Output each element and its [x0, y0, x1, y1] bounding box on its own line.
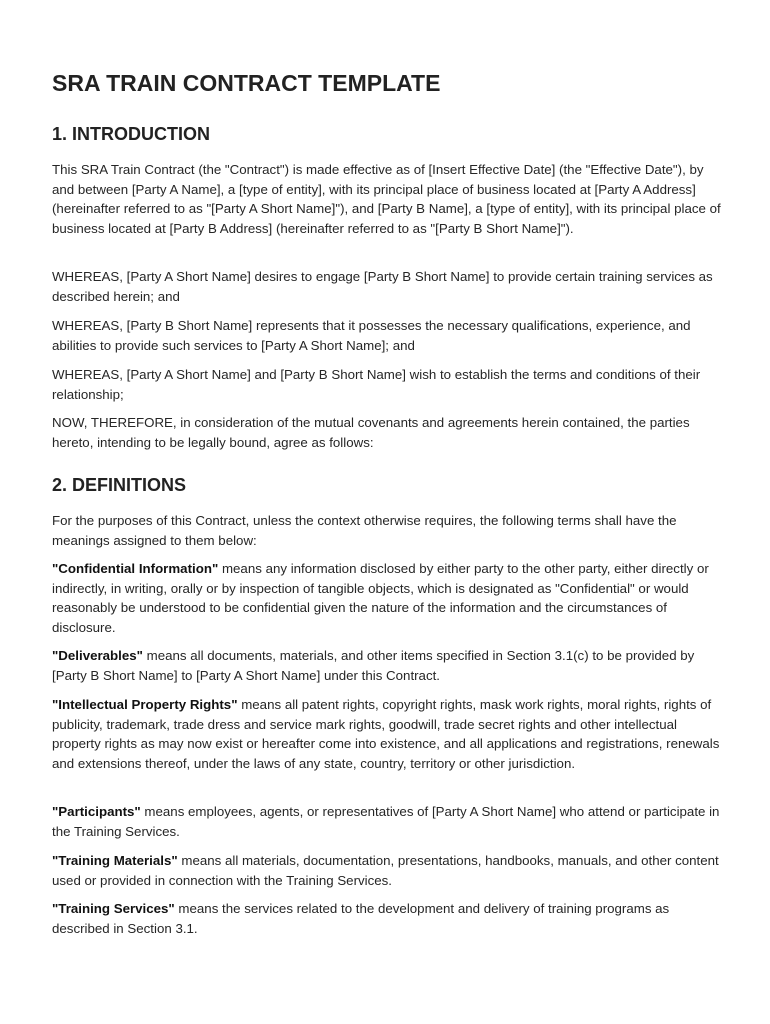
definition-intellectual-property-rights	[52, 695, 722, 773]
definition-term: "Intellectual Property Rights"	[52, 697, 238, 712]
definition-participants	[52, 802, 722, 841]
definition-term: "Training Materials"	[52, 853, 178, 868]
definition-text: means all patent rights, copyright rights, mask work rights, moral rights, rights of publicity, trademark, trade dress and service mark rights, goodwill, trade secret rights and other intellectual property rights as may now exist or hereafter come into existence, and all applications and registrations, renewals and extensions thereof, under the laws of any state, country, territory or other jurisdiction.	[52, 697, 720, 771]
section-heading-introduction: 1. INTRODUCTION	[52, 124, 211, 144]
definition-term: "Confidential Information"	[52, 561, 219, 576]
definition-term: "Participants"	[52, 804, 141, 819]
definition-training-materials	[52, 851, 722, 890]
definition-training-services	[52, 899, 722, 938]
definition-text: means all documents, materials, and other items specified in Section 3.1(c) to be provided by [Party B Short Name] to [Party A Short Name] under this Contract.	[52, 648, 695, 683]
intro-paragraph-whereas-3: WHEREAS, [Party A Short Name] and [Party B Short Name] wish to establish the terms and conditions of their relationship;	[52, 367, 701, 402]
section-heading-definitions: 2. DEFINITIONS	[52, 475, 187, 495]
document-title: SRA TRAIN CONTRACT TEMPLATE	[52, 70, 441, 96]
intro-paragraph-now-therefore: NOW, THEREFORE, in consideration of the mutual covenants and agreements herein contained, the parties hereto, intending to be legally bound, agree as follows:	[52, 415, 690, 450]
definition-text: means employees, agents, or representatives of [Party A Short Name] who attend or participate in the Training Services.	[52, 804, 720, 839]
intro-paragraph-whereas-2: WHEREAS, [Party B Short Name] represents that it possesses the necessary qualifications, experience, and abilities to provide such services to [Party A Short Name]; and	[52, 318, 691, 353]
definition-deliverables	[52, 646, 722, 685]
definition-term: "Deliverables"	[52, 648, 143, 663]
intro-paragraph-1: This SRA Train Contract (the "Contract") is made effective as of [Insert Effective Date] (the "Effective Date"), by and between [Party A Name], a [type of entity], with its principal place of business located at [Party A Address] (hereinafter referred to as "[Party A Short Name]"), and [Party B Name], a [type of entity], with its principal place of business located at [Party B Address] (hereinafter referred to as "[Party B Short Name]").	[52, 162, 721, 236]
definitions-intro: For the purposes of this Contract, unless the context otherwise requires, the following terms shall have the meanings assigned to them below:	[52, 513, 677, 548]
definition-text: means the services related to the development and delivery of training programs as described in Section 3.1.	[52, 901, 670, 936]
definition-term: "Training Services"	[52, 901, 175, 916]
definition-text: means all materials, documentation, presentations, handbooks, manuals, and other content used or provided in connection with the Training Services.	[52, 853, 719, 888]
intro-paragraph-whereas-1: WHEREAS, [Party A Short Name] desires to engage [Party B Short Name] to provide certain training services as described herein; and	[52, 269, 713, 304]
definition-confidential-information	[52, 559, 722, 637]
definition-text: means any information disclosed by either party to the other party, either directly or indirectly, in writing, orally or by inspection of tangible objects, which is designated as "Confidential" or would reasonably be understood to be confidential given the nature of the information and the circumstances of disclosure.	[52, 561, 709, 635]
